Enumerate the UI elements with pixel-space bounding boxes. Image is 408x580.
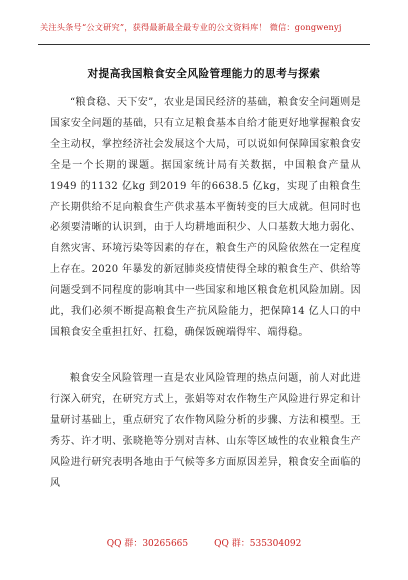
document-title: 对提高我国粮食安全风险管理能力的思考与探索	[87, 68, 321, 80]
body-paragraph-2-container	[50, 369, 361, 494]
footer-contact	[0, 536, 408, 549]
body-paragraph-1-container	[50, 93, 361, 344]
header-divider	[38, 44, 370, 45]
body-paragraph: “粮食稳、天下安”，农业是国民经济的基础，粮食安全问题则是国家安全问题的基础，只有立足粮食基本自给才能更好地掌握粮食安全主动权，掌控经济社会发展这个大局，可以说如何保障国家粮食安全是一个长期的课题。据国家统计局有关数据，中国粮食产量从1949 的1132 亿kg 到2019 年的6638.5 亿kg，实现了由粮食生产长期供给不足向粮食生产供求基本平衡转变的巨大成就。但同时也必须要清晰的认识到，由于人均耕地面积少、人口基数大地力弱化、自然灾害、环境污染等因素的存在，粮食生产的风险依然在一定程度上存在。2020 年暴发的新冠肺炎疫情使得全球的粮食生产、供给等问题受到不同程度的影响其中一些国家和地区粮食危机风险加剧。因此，我们必须不断提高粮食生产抗风险能力，把保障14 亿人口的中国粮食安全重担扛好、扛稳，确保饭碗端得牢、端得稳。	[50, 97, 361, 338]
qq-group-1: QQ 群：30265665	[106, 539, 189, 549]
qq-group-2: QQ 群：535304092	[214, 539, 302, 549]
body-paragraph: 粮食安全风险管理一直是农业风险管理的热点问题，前人对此进行深入研究，在研究方式上，张娟等对农作物生产风险进行界定和计量研讨基础上，重点研究了农作物风险分析的步骤、方法和模型。王秀芬、许才明、张晓艳等分别对吉林、山东等区域性的农业粮食生产风险进行研究表明各地由于气候等多方面原因差异，粮食安全面临的风	[50, 373, 361, 489]
header-banner: 关注头条号“公文研究”，获得最新最全最专业的公文资料库！ 微信：gongwenyj	[40, 22, 342, 32]
